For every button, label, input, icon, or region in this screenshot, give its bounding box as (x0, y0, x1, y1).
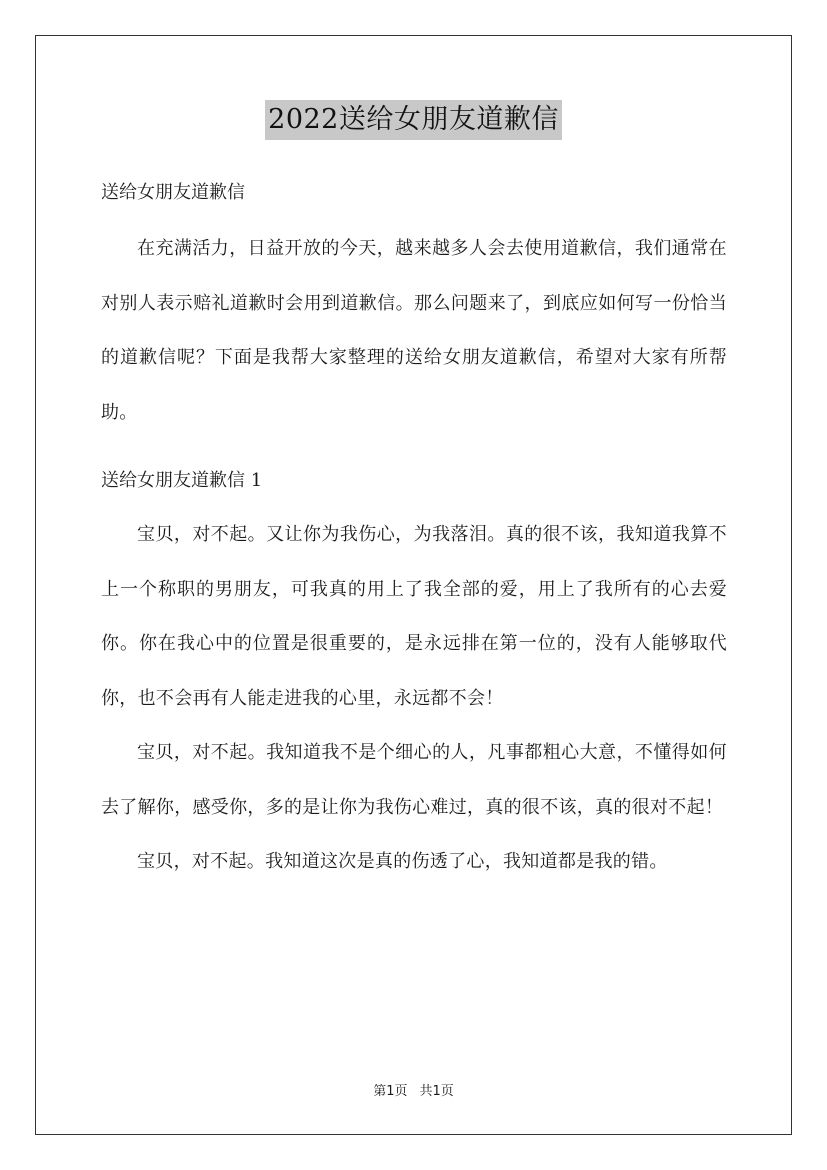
intro-paragraph: 在充满活力，日益开放的今天，越来越多人会去使用道歉信，我们通常在对别人表示赔礼道歉时会用到道歉信。那么问题来了，到底应如何写一份恰当的道歉信呢？下面是我帮大家整理的送给女朋友道歉信，希望对大家有所帮助。 (101, 238, 727, 423)
section-heading: 送给女朋友道歉信 1 (101, 470, 263, 491)
intro-heading: 送给女朋友道歉信 (101, 182, 245, 203)
page-total: 共1页 (419, 1084, 454, 1099)
document-title: 2022送给女朋友道歉信 (265, 100, 562, 140)
spacer (101, 440, 727, 458)
document-body (101, 170, 727, 890)
page-footer (0, 1082, 827, 1102)
body-paragraph-2: 宝贝，对不起。我知道我不是个细心的人，凡事都粗心大意，不懂得如何去了解你，感受你，多的是让你为我伤心难过，真的很不该，真的很对不起！ (101, 742, 727, 818)
body-paragraph-1: 宝贝，对不起。又让你为我伤心，为我落泪。真的很不该，我知道我算不上一个称职的男朋友，可我真的用上了我全部的爱，用上了我所有的心去爱你。你在我心中的位置是很重要的，是永远排在第一位的，没有人能够取代你，也不会再有人能走进我的心里，永远都不会！ (101, 524, 727, 709)
body-paragraph-3: 宝贝，对不起。我知道这次是真的伤透了心，我知道都是我的错。 (137, 851, 668, 872)
page-number: 第1页 (373, 1084, 408, 1099)
title-container (0, 100, 827, 140)
